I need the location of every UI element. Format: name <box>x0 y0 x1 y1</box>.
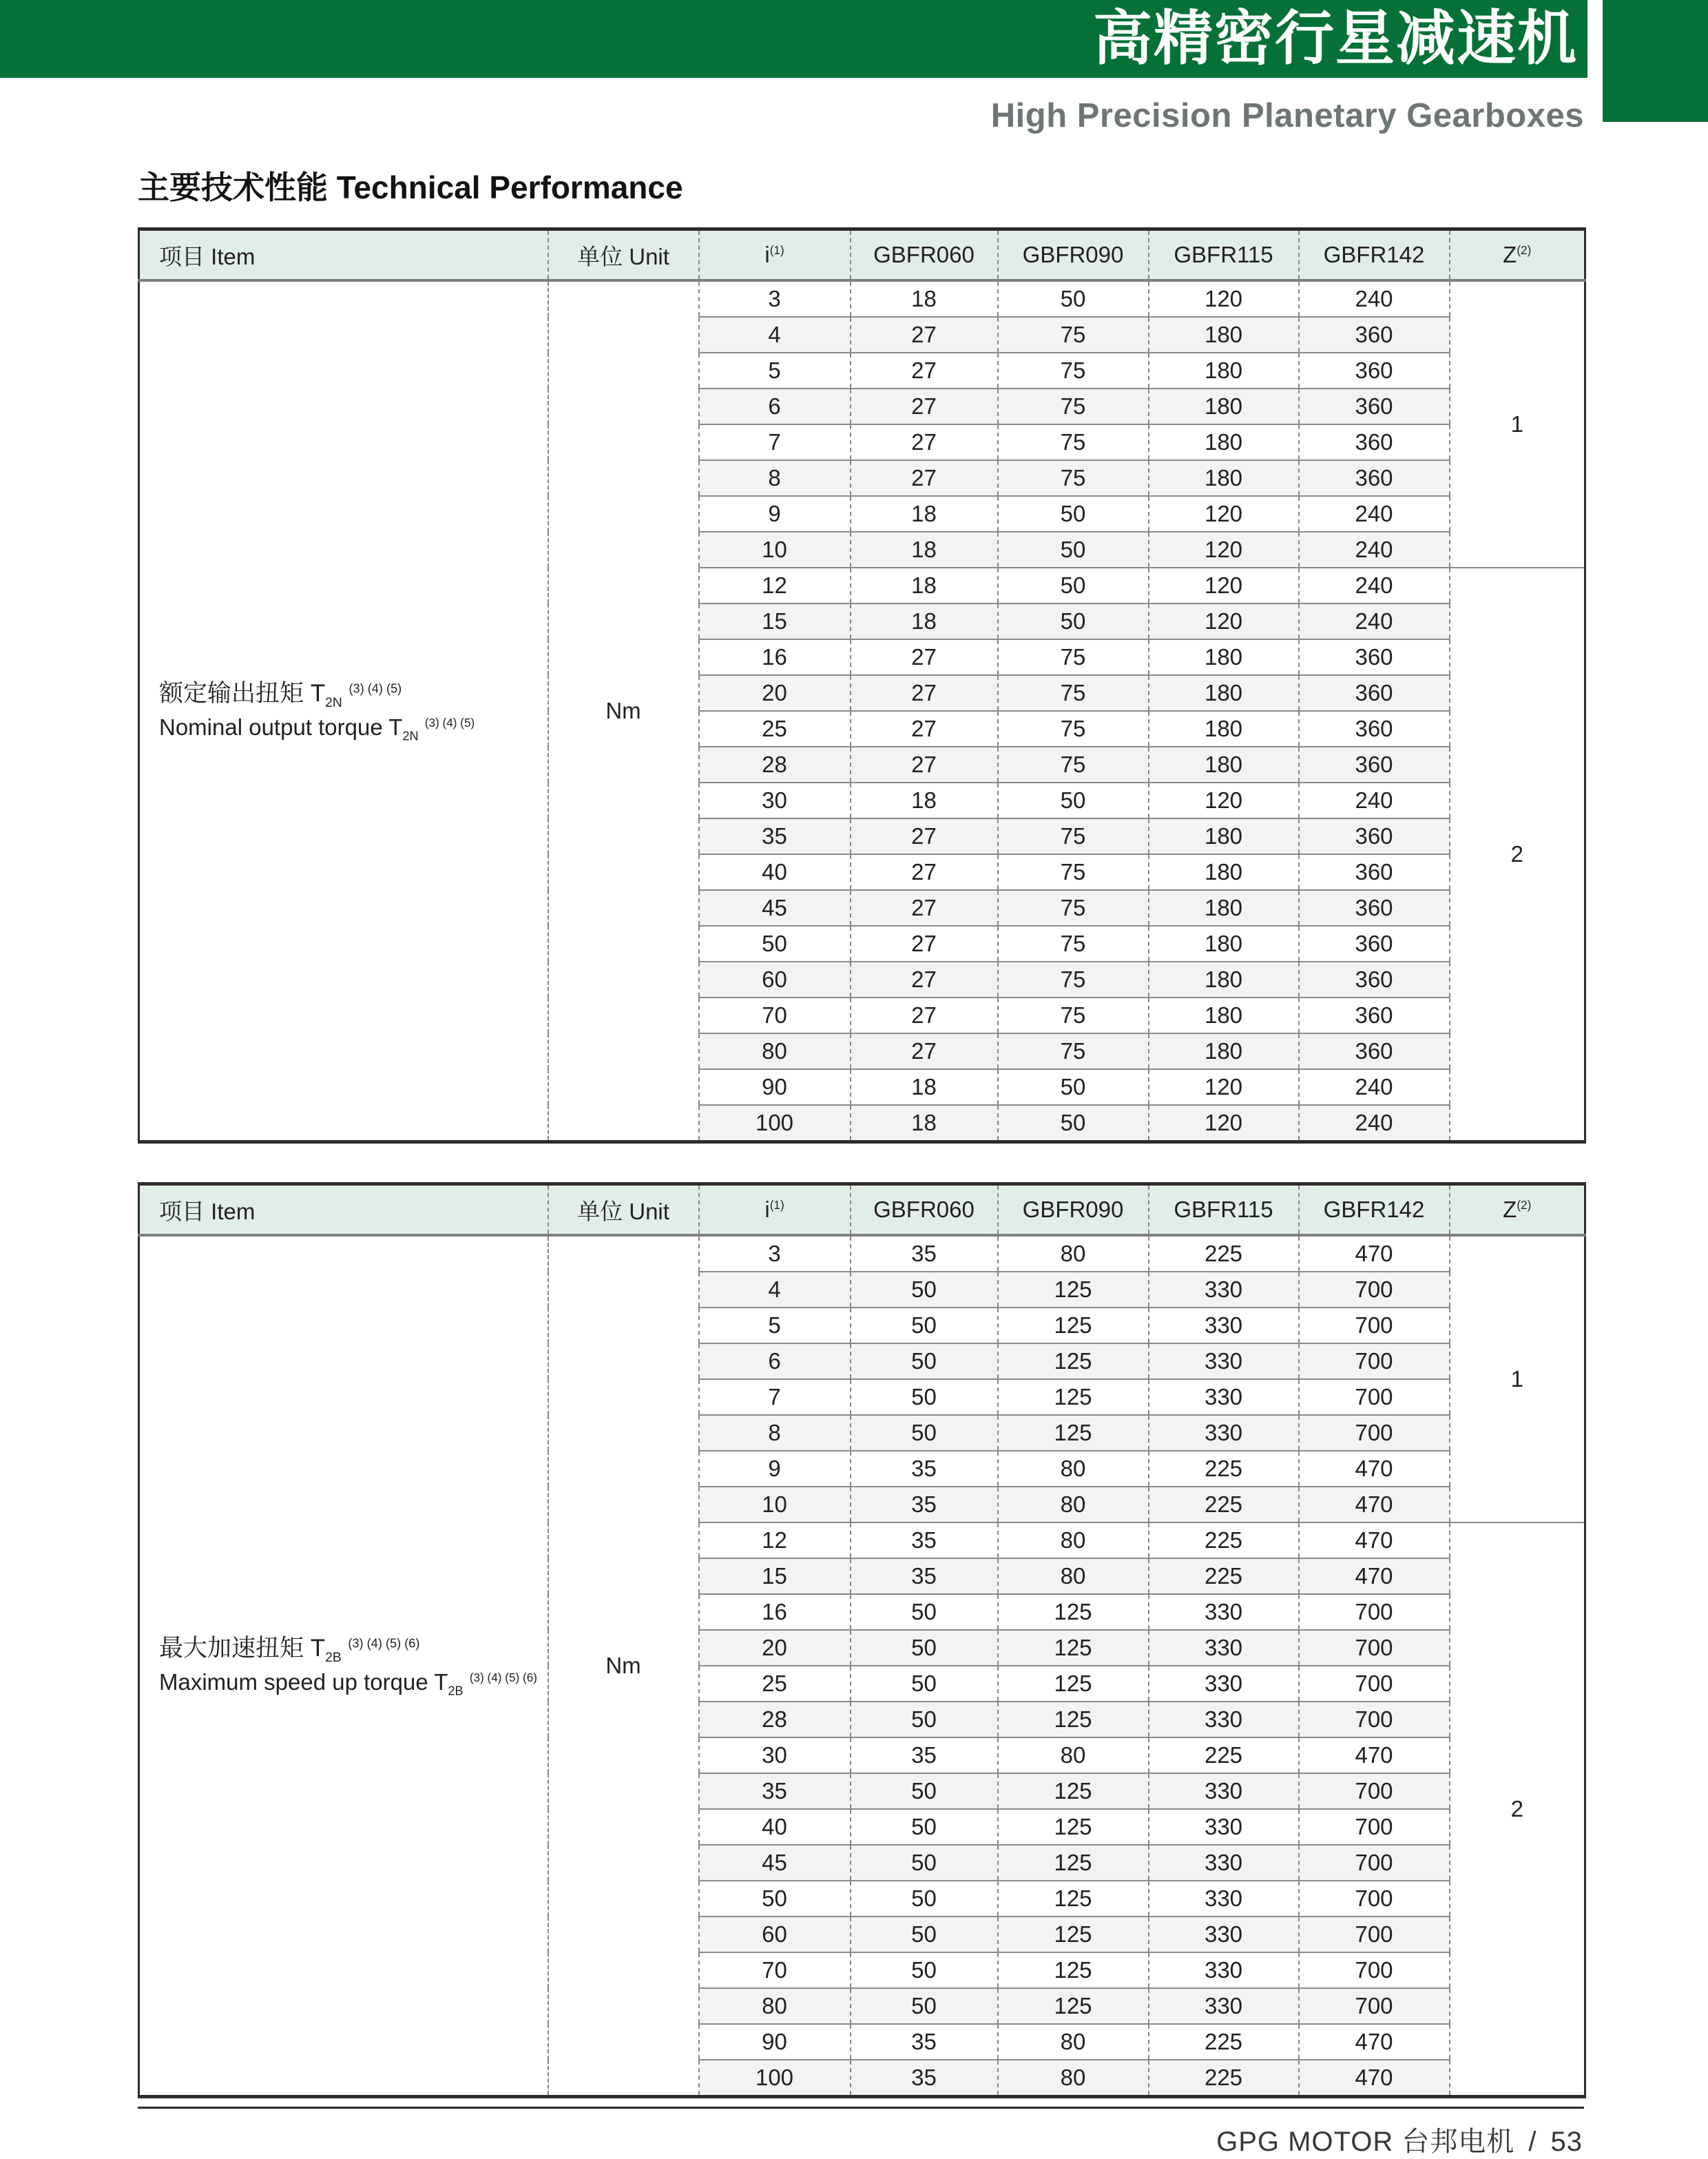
ratio-cell: 100 <box>699 2060 851 2097</box>
ratio-cell: 6 <box>699 1343 851 1379</box>
torque-value-cell: 470 <box>1299 1522 1450 1558</box>
torque-value-cell: 35 <box>851 1737 998 1773</box>
torque-value-cell: 700 <box>1299 1415 1450 1451</box>
item-label-zh: 最大加速扭矩 $T_{2B}$ $^{(3) (4) (5) (6)}$ <box>159 1634 420 1665</box>
torque-value-cell: 50 <box>998 783 1149 818</box>
torque-value-cell: 120 <box>1149 1069 1299 1105</box>
torque-value-cell: 700 <box>1299 1809 1450 1845</box>
torque-value-cell: 50 <box>851 1845 998 1881</box>
torque-value-cell: 360 <box>1299 675 1450 711</box>
torque-value-cell: 180 <box>1149 998 1299 1033</box>
torque-value-cell: 225 <box>1149 1235 1299 1272</box>
ratio-cell: 40 <box>699 1809 851 1845</box>
ratio-cell: 25 <box>699 1666 851 1702</box>
torque-value-cell: 470 <box>1299 1558 1450 1594</box>
ratio-cell: 7 <box>699 424 851 460</box>
torque-value-cell: 470 <box>1299 2024 1450 2060</box>
torque-value-cell: 27 <box>851 854 998 890</box>
torque-value-cell: 125 <box>998 1379 1149 1415</box>
torque-value-cell: 125 <box>998 1702 1149 1737</box>
torque-value-cell: 330 <box>1149 1343 1299 1379</box>
torque-value-cell: 75 <box>998 424 1149 460</box>
torque-value-cell: 27 <box>851 998 998 1033</box>
item-footnote-markers: (3) (4) (5) (6) <box>469 1670 537 1684</box>
ratio-cell: 8 <box>699 1415 851 1451</box>
torque-value-cell: 27 <box>851 460 998 496</box>
torque-value-cell: 360 <box>1299 818 1450 854</box>
torque-value-cell: 125 <box>998 1952 1149 1988</box>
ratio-cell: 4 <box>699 317 851 353</box>
column-header-ratio: $i^{(1)}$ <box>699 1184 851 1236</box>
torque-value-cell: 75 <box>998 711 1149 747</box>
torque-value-cell: 180 <box>1149 711 1299 747</box>
ratio-cell: 3 <box>699 280 851 317</box>
torque-value-cell: 700 <box>1299 1845 1450 1881</box>
torque-value-cell: 180 <box>1149 1033 1299 1069</box>
torque-value-cell: 27 <box>851 389 998 424</box>
torque-value-cell: 50 <box>851 1666 998 1702</box>
footer-page-number: 53 <box>1550 2127 1583 2157</box>
ratio-cell: 12 <box>699 568 851 603</box>
item-footnote-markers: (3) (4) (5) <box>348 681 402 696</box>
ratio-cell: 12 <box>699 1522 851 1558</box>
torque-value-cell: 700 <box>1299 1379 1450 1415</box>
performance-table <box>138 227 1586 1144</box>
torque-value-cell: 75 <box>998 1033 1149 1069</box>
torque-value-cell: 75 <box>998 962 1149 998</box>
symbol-subscript: 2N <box>325 695 342 710</box>
column-header-model: GBFR090 <box>998 1184 1149 1236</box>
torque-value-cell: 50 <box>851 1881 998 1917</box>
torque-value-cell: 700 <box>1299 1594 1450 1630</box>
ratio-cell: 90 <box>699 1069 851 1105</box>
ratio-cell: 40 <box>699 854 851 890</box>
torque-value-cell: 18 <box>851 1069 998 1105</box>
torque-value-cell: 180 <box>1149 424 1299 460</box>
torque-value-cell: 180 <box>1149 818 1299 854</box>
torque-value-cell: 125 <box>998 1773 1149 1809</box>
torque-value-cell: 700 <box>1299 1343 1450 1379</box>
torque-value-cell: 27 <box>851 711 998 747</box>
torque-value-cell: 50 <box>998 496 1149 532</box>
torque-value-cell: 125 <box>998 1881 1149 1917</box>
torque-value-cell: 27 <box>851 424 998 460</box>
torque-value-cell: 35 <box>851 2060 998 2097</box>
torque-value-cell: 80 <box>998 2060 1149 2097</box>
footer-separator: / <box>1528 2127 1537 2157</box>
ratio-cell: 60 <box>699 962 851 998</box>
stage-count-cell: 1 <box>1450 1235 1585 1522</box>
torque-value-cell: 50 <box>851 1594 998 1630</box>
torque-value-cell: 35 <box>851 1235 998 1272</box>
section-title: 主要技术性能 Technical Performance <box>138 169 683 205</box>
torque-value-cell: 470 <box>1299 1235 1450 1272</box>
column-header-item: 项目 Item <box>139 1184 548 1236</box>
torque-value-cell: 80 <box>998 1487 1149 1522</box>
torque-value-cell: 80 <box>998 1235 1149 1272</box>
item-footnote-markers: (3) (4) (5) (6) <box>348 1636 420 1651</box>
torque-value-cell: 75 <box>998 353 1149 389</box>
torque-value-cell: 330 <box>1149 1702 1299 1737</box>
torque-value-cell: 50 <box>998 603 1149 639</box>
torque-value-cell: 240 <box>1299 280 1450 317</box>
torque-value-cell: 360 <box>1299 424 1450 460</box>
unit-cell: Nm <box>548 280 699 1142</box>
tables-section <box>138 227 1584 2098</box>
torque-value-cell: 360 <box>1299 926 1450 962</box>
torque-value-cell: 125 <box>998 1308 1149 1343</box>
torque-value-cell: 50 <box>998 568 1149 603</box>
torque-value-cell: 120 <box>1149 532 1299 568</box>
torque-value-cell: 35 <box>851 1487 998 1522</box>
ratio-cell: 5 <box>699 1308 851 1343</box>
torque-value-cell: 330 <box>1149 1272 1299 1308</box>
torque-value-cell: 18 <box>851 280 998 317</box>
torque-value-cell: 50 <box>851 1272 998 1308</box>
torque-value-cell: 27 <box>851 353 998 389</box>
ratio-cell: 20 <box>699 675 851 711</box>
ratio-cell: 25 <box>699 711 851 747</box>
footer-text <box>138 2120 1584 2159</box>
column-header-stages: $Z^{(2)}$ <box>1450 1184 1585 1236</box>
torque-value-cell: 360 <box>1299 1033 1450 1069</box>
column-header-ratio: $i^{(1)}$ <box>699 229 851 281</box>
torque-value-cell: 700 <box>1299 1952 1450 1988</box>
torque-value-cell: 360 <box>1299 353 1450 389</box>
torque-value-cell: 50 <box>851 1952 998 1988</box>
ratio-cell: 16 <box>699 1594 851 1630</box>
stages-footnote-marker: (2) <box>1517 1198 1532 1212</box>
column-header-model: GBFR115 <box>1149 1184 1299 1236</box>
torque-value-cell: 27 <box>851 317 998 353</box>
torque-value-cell: 120 <box>1149 1105 1299 1142</box>
torque-value-cell: 700 <box>1299 1917 1450 1952</box>
torque-value-cell: 180 <box>1149 353 1299 389</box>
torque-value-cell: 120 <box>1149 568 1299 603</box>
torque-value-cell: 360 <box>1299 962 1450 998</box>
symbol-subscript: 2B <box>448 1684 464 1698</box>
torque-value-cell: 75 <box>998 926 1149 962</box>
column-header-unit: 单位 Unit <box>548 1184 699 1236</box>
torque-value-cell: 240 <box>1299 568 1450 603</box>
torque-value-cell: 18 <box>851 568 998 603</box>
torque-value-cell: 180 <box>1149 890 1299 926</box>
ratio-cell: 90 <box>699 2024 851 2060</box>
performance-table <box>138 1182 1586 2098</box>
torque-value-cell: 240 <box>1299 532 1450 568</box>
torque-value-cell: 35 <box>851 1558 998 1594</box>
torque-value-cell: 180 <box>1149 854 1299 890</box>
torque-value-cell: 125 <box>998 1630 1149 1666</box>
torque-value-cell: 700 <box>1299 1666 1450 1702</box>
torque-value-cell: 50 <box>851 1809 998 1845</box>
torque-value-cell: 360 <box>1299 460 1450 496</box>
torque-value-cell: 330 <box>1149 1630 1299 1666</box>
torque-value-cell: 18 <box>851 532 998 568</box>
ratio-cell: 30 <box>699 1737 851 1773</box>
column-header-unit: 单位 Unit <box>548 229 699 281</box>
ratio-cell: 45 <box>699 1845 851 1881</box>
stages-footnote-marker: (2) <box>1517 243 1532 257</box>
item-label-en: Maximum speed up torque $T_{2B}$ $^{(3) (4) (5) (6)}$ <box>159 1669 537 1698</box>
ratio-cell: 10 <box>699 1487 851 1522</box>
ratio-cell: 20 <box>699 1630 851 1666</box>
torque-value-cell: 125 <box>998 1415 1149 1451</box>
torque-value-cell: 80 <box>998 2024 1149 2060</box>
ratio-cell: 10 <box>699 532 851 568</box>
header-subtitle: High Precision Planetary Gearboxes <box>990 97 1584 134</box>
torque-value-cell: 700 <box>1299 1881 1450 1917</box>
ratio-footnote-marker: (1) <box>769 1198 784 1212</box>
torque-value-cell: 330 <box>1149 1845 1299 1881</box>
torque-value-cell: 700 <box>1299 1988 1450 2024</box>
column-header-model: GBFR090 <box>998 229 1149 281</box>
torque-value-cell: 18 <box>851 1105 998 1142</box>
torque-value-cell: 27 <box>851 675 998 711</box>
torque-value-cell: 225 <box>1149 2060 1299 2097</box>
torque-value-cell: 75 <box>998 317 1149 353</box>
torque-value-cell: 470 <box>1299 1451 1450 1487</box>
item-label-cell <box>139 280 548 1142</box>
torque-value-cell: 225 <box>1149 1522 1299 1558</box>
torque-value-cell: 120 <box>1149 280 1299 317</box>
table-row <box>139 280 1585 317</box>
torque-value-cell: 240 <box>1299 1105 1450 1142</box>
torque-value-cell: 125 <box>998 1988 1149 2024</box>
torque-value-cell: 225 <box>1149 1558 1299 1594</box>
torque-value-cell: 75 <box>998 747 1149 783</box>
torque-value-cell: 80 <box>998 1558 1149 1594</box>
torque-value-cell: 330 <box>1149 1308 1299 1343</box>
torque-value-cell: 360 <box>1299 317 1450 353</box>
torque-value-cell: 50 <box>851 1415 998 1451</box>
torque-value-cell: 35 <box>851 1522 998 1558</box>
ratio-cell: 9 <box>699 1451 851 1487</box>
torque-value-cell: 50 <box>851 1343 998 1379</box>
ratio-cell: 100 <box>699 1105 851 1142</box>
torque-value-cell: 360 <box>1299 711 1450 747</box>
page-content <box>138 163 1584 2098</box>
torque-value-cell: 35 <box>851 1451 998 1487</box>
column-header-model: GBFR060 <box>851 229 998 281</box>
torque-value-cell: 180 <box>1149 460 1299 496</box>
torque-value-cell: 125 <box>998 1666 1149 1702</box>
torque-value-cell: 50 <box>851 1379 998 1415</box>
ratio-cell: 15 <box>699 1558 851 1594</box>
torque-value-cell: 75 <box>998 639 1149 675</box>
symbol-subscript: 2B <box>325 1650 342 1665</box>
torque-value-cell: 80 <box>998 1737 1149 1773</box>
column-header-model: GBFR142 <box>1299 1184 1450 1236</box>
torque-value-cell: 240 <box>1299 603 1450 639</box>
torque-value-cell: 120 <box>1149 783 1299 818</box>
header-banner <box>0 0 1587 78</box>
torque-value-cell: 50 <box>851 1630 998 1666</box>
ratio-cell: 28 <box>699 747 851 783</box>
torque-value-cell: 360 <box>1299 854 1450 890</box>
torque-value-cell: 27 <box>851 926 998 962</box>
torque-value-cell: 50 <box>851 1702 998 1737</box>
column-header-item: 项目 Item <box>139 229 548 281</box>
item-label-zh: 额定输出扭矩 $T_{2N}$ $^{(3) (4) (5)}$ <box>159 679 402 710</box>
stage-count-cell: 1 <box>1450 280 1585 568</box>
torque-value-cell: 180 <box>1149 639 1299 675</box>
torque-value-cell: 330 <box>1149 1988 1299 2024</box>
torque-value-cell: 180 <box>1149 389 1299 424</box>
torque-value-cell: 700 <box>1299 1272 1450 1308</box>
torque-value-cell: 27 <box>851 818 998 854</box>
torque-value-cell: 27 <box>851 747 998 783</box>
torque-value-cell: 35 <box>851 2024 998 2060</box>
torque-value-cell: 700 <box>1299 1702 1450 1737</box>
torque-value-cell: 330 <box>1149 1809 1299 1845</box>
table-row <box>139 1235 1585 1272</box>
torque-value-cell: 700 <box>1299 1773 1450 1809</box>
torque-value-cell: 50 <box>851 1917 998 1952</box>
symbol-subscript: 2N <box>402 729 419 743</box>
torque-value-cell: 360 <box>1299 639 1450 675</box>
torque-value-cell: 75 <box>998 675 1149 711</box>
ratio-cell: 4 <box>699 1272 851 1308</box>
ratio-cell: 3 <box>699 1235 851 1272</box>
torque-value-cell: 80 <box>998 1522 1149 1558</box>
torque-value-cell: 27 <box>851 1033 998 1069</box>
ratio-cell: 70 <box>699 1952 851 1988</box>
footer-divider <box>138 2107 1584 2109</box>
ratio-cell: 9 <box>699 496 851 532</box>
torque-value-cell: 330 <box>1149 1594 1299 1630</box>
ratio-cell: 80 <box>699 1033 851 1069</box>
ratio-cell: 70 <box>699 998 851 1033</box>
torque-value-cell: 225 <box>1149 1451 1299 1487</box>
torque-value-cell: 125 <box>998 1917 1149 1952</box>
torque-value-cell: 75 <box>998 998 1149 1033</box>
torque-value-cell: 330 <box>1149 1379 1299 1415</box>
item-label-cell <box>139 1235 548 2097</box>
column-header-stages: $Z^{(2)}$ <box>1450 229 1585 281</box>
torque-value-cell: 125 <box>998 1594 1149 1630</box>
torque-value-cell: 470 <box>1299 1487 1450 1522</box>
torque-value-cell: 50 <box>998 532 1149 568</box>
ratio-cell: 15 <box>699 603 851 639</box>
column-header-model: GBFR115 <box>1149 229 1299 281</box>
item-footnote-markers: (3) (4) (5) <box>424 715 475 730</box>
ratio-cell: 35 <box>699 818 851 854</box>
ratio-cell: 7 <box>699 1379 851 1415</box>
stage-count-cell: 2 <box>1450 568 1585 1142</box>
ratio-footnote-marker: (1) <box>769 243 784 257</box>
torque-value-cell: 180 <box>1149 747 1299 783</box>
ratio-cell: 80 <box>699 1988 851 2024</box>
torque-value-cell: 27 <box>851 639 998 675</box>
ratio-cell: 5 <box>699 353 851 389</box>
torque-value-cell: 75 <box>998 818 1149 854</box>
ratio-cell: 6 <box>699 389 851 424</box>
ratio-cell: 28 <box>699 1702 851 1737</box>
torque-value-cell: 180 <box>1149 926 1299 962</box>
torque-value-cell: 75 <box>998 890 1149 926</box>
torque-value-cell: 180 <box>1149 317 1299 353</box>
torque-value-cell: 330 <box>1149 1881 1299 1917</box>
torque-value-cell: 330 <box>1149 1666 1299 1702</box>
torque-value-cell: 18 <box>851 603 998 639</box>
torque-value-cell: 50 <box>998 280 1149 317</box>
torque-value-cell: 18 <box>851 783 998 818</box>
torque-value-cell: 225 <box>1149 2024 1299 2060</box>
ratio-cell: 60 <box>699 1917 851 1952</box>
ratio-cell: 45 <box>699 890 851 926</box>
ratio-cell: 30 <box>699 783 851 818</box>
torque-value-cell: 125 <box>998 1845 1149 1881</box>
torque-value-cell: 75 <box>998 389 1149 424</box>
torque-value-cell: 330 <box>1149 1415 1299 1451</box>
ratio-cell: 8 <box>699 460 851 496</box>
torque-value-cell: 50 <box>998 1105 1149 1142</box>
torque-value-cell: 330 <box>1149 1773 1299 1809</box>
ratio-cell: 50 <box>699 1881 851 1917</box>
column-header-model: GBFR060 <box>851 1184 998 1236</box>
torque-value-cell: 120 <box>1149 603 1299 639</box>
ratio-cell: 50 <box>699 926 851 962</box>
header-row <box>139 229 1585 281</box>
torque-value-cell: 330 <box>1149 1917 1299 1952</box>
torque-value-cell: 120 <box>1149 496 1299 532</box>
torque-value-cell: 75 <box>998 854 1149 890</box>
torque-value-cell: 225 <box>1149 1737 1299 1773</box>
torque-value-cell: 50 <box>998 1069 1149 1105</box>
torque-value-cell: 470 <box>1299 2060 1450 2097</box>
stage-count-cell: 2 <box>1450 1522 1585 2097</box>
torque-value-cell: 125 <box>998 1343 1149 1379</box>
header-corner-block <box>1603 0 1708 122</box>
torque-value-cell: 180 <box>1149 675 1299 711</box>
torque-value-cell: 240 <box>1299 783 1450 818</box>
torque-value-cell: 27 <box>851 890 998 926</box>
torque-value-cell: 360 <box>1299 998 1450 1033</box>
torque-value-cell: 80 <box>998 1451 1149 1487</box>
unit-cell: Nm <box>548 1235 699 2097</box>
torque-value-cell: 18 <box>851 496 998 532</box>
torque-value-cell: 50 <box>851 1988 998 2024</box>
column-header-model: GBFR142 <box>1299 229 1450 281</box>
torque-value-cell: 50 <box>851 1773 998 1809</box>
item-label-en: Nominal output torque $T_{2N}$ $^{(3) (4) (5)}$ <box>159 714 475 743</box>
torque-value-cell: 75 <box>998 460 1149 496</box>
torque-value-cell: 180 <box>1149 962 1299 998</box>
ratio-cell: 16 <box>699 639 851 675</box>
torque-value-cell: 700 <box>1299 1308 1450 1343</box>
torque-value-cell: 125 <box>998 1272 1149 1308</box>
torque-value-cell: 360 <box>1299 389 1450 424</box>
torque-value-cell: 225 <box>1149 1487 1299 1522</box>
page-footer <box>138 2107 1584 2159</box>
torque-value-cell: 700 <box>1299 1630 1450 1666</box>
torque-value-cell: 125 <box>998 1809 1149 1845</box>
torque-value-cell: 330 <box>1149 1952 1299 1988</box>
torque-value-cell: 240 <box>1299 1069 1450 1105</box>
torque-value-cell: 360 <box>1299 890 1450 926</box>
torque-value-cell: 27 <box>851 962 998 998</box>
torque-value-cell: 240 <box>1299 496 1450 532</box>
ratio-cell: 35 <box>699 1773 851 1809</box>
torque-value-cell: 360 <box>1299 747 1450 783</box>
banner-title: 高精密行星减速机 <box>1093 6 1578 72</box>
footer-brand: GPG MOTOR 台邦电机 <box>1216 2127 1515 2157</box>
header-row <box>139 1184 1585 1236</box>
torque-value-cell: 470 <box>1299 1737 1450 1773</box>
torque-value-cell: 50 <box>851 1308 998 1343</box>
